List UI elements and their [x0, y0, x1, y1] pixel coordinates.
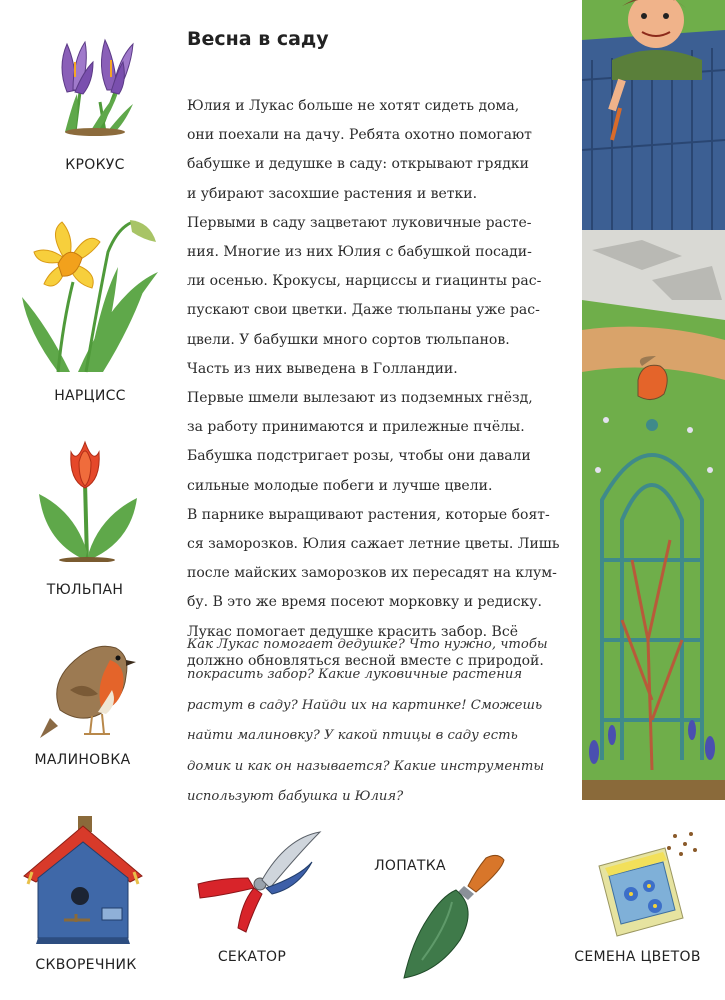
question-line: растут в саду? Найди их на картинке! Сможешь	[187, 697, 543, 713]
tulip-illustration	[35, 432, 145, 562]
birdhouse-caption: СКВОРЕЧНИК	[35, 957, 137, 973]
story-line: пускают свои цветки. Даже тюльпаны уже рас-	[187, 302, 540, 319]
story-line: Юлия и Лукас больше не хотят сидеть дома,	[187, 98, 520, 114]
story-line: ся заморозков. Юлия сажает летние цветы. Лишь	[187, 536, 560, 553]
story-line: цвели. У бабушки много сортов тюльпанов.	[187, 331, 510, 348]
robin-caption: МАЛИНОВКА	[34, 752, 131, 768]
story-line: Лукас помогает дедушке красить забор. Всё	[187, 623, 518, 640]
story-line: бабушке и дедушке в саду: открывают грядки	[187, 156, 530, 173]
story-line: после майских заморозков их пересадят на клум-	[187, 565, 557, 582]
trowel-caption: ЛОПАТКА	[374, 858, 446, 874]
story-line: и убирают засохшие растения и ветки.	[187, 185, 478, 202]
story-line: ния. Многие из них Юлия с бабушкой посади-	[187, 244, 532, 261]
seed-packet-illustration	[585, 820, 705, 940]
question-line: Как Лукас помогает дедушке? Что нужно, чтобы	[187, 637, 548, 652]
story-line: Первыми в саду зацветают луковичные расте-	[187, 214, 532, 231]
story-line: бу. В это же время посеют морковку и редиску.	[187, 594, 542, 611]
story-line: они поехали на дачу. Ребята охотно помогают	[187, 127, 532, 144]
secateurs-illustration	[190, 822, 330, 942]
trowel-illustration	[398, 848, 518, 983]
tulip-caption: ТЮЛЬПАН	[46, 582, 124, 598]
narcissus-caption: НАРЦИСС	[54, 388, 126, 404]
birdhouse-illustration	[18, 812, 148, 952]
story-line: ли осенью. Крокусы, нарциссы и гиацинты рас-	[187, 273, 542, 290]
question-line: домик и как он называется? Какие инструменты	[187, 758, 545, 774]
garden-scene-illustration	[582, 0, 725, 800]
narcissus-illustration	[18, 212, 168, 377]
story-line: Бабушка подстригает розы, чтобы они давали	[187, 448, 531, 465]
questions-text	[187, 630, 567, 812]
secateurs-caption: СЕКАТОР	[217, 949, 287, 965]
question-line: используют бабушка и Юлия?	[187, 789, 404, 805]
question-line: найти малиновку? У какой птицы в саду есть	[187, 728, 518, 744]
page-title: Весна в саду	[187, 28, 329, 50]
story-text	[187, 92, 560, 676]
robin-illustration	[40, 630, 140, 740]
story-line: Первые шмели вылезают из подземных гнёзд,	[187, 390, 533, 407]
story-line: должно обновляться весной вместе с природой.	[187, 652, 544, 669]
story-line: В парнике выращивают растения, которые боят-	[187, 506, 550, 523]
seeds-caption: СЕМЕНА ЦВЕТОВ	[574, 949, 701, 965]
crocus-caption: КРОКУС	[65, 157, 125, 173]
crocus-illustration	[45, 32, 145, 137]
story-line: Часть из них выведена в Голландии.	[187, 360, 458, 377]
story-line: сильные молодые побеги и лучше цвели.	[187, 477, 493, 494]
question-line: покрасить забор? Какие луковичные растения	[187, 667, 523, 683]
story-line: за работу принимаются и прилежные пчёлы.	[187, 419, 525, 436]
